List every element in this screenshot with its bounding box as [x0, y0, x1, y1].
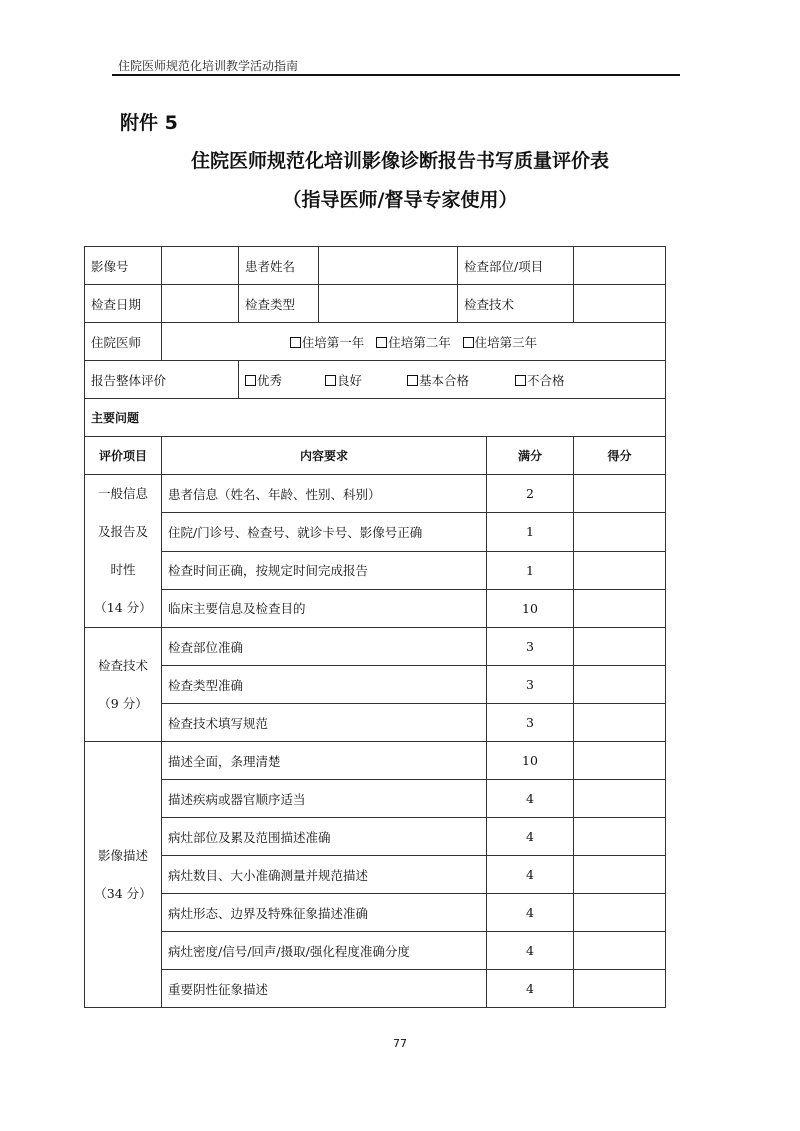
score-input[interactable]: [574, 894, 666, 932]
exam-tech-label: 检查技术: [458, 285, 574, 323]
table-row: [85, 589, 666, 627]
group-image-description: 影像描述 （34 分）: [85, 742, 162, 1008]
full-score-cell: 1: [487, 513, 574, 551]
table-row: [85, 475, 666, 513]
table-row: [85, 551, 666, 589]
table-row: [85, 780, 666, 818]
content-cell: 检查时间正确，按规定时间完成报告: [162, 551, 487, 589]
main-problems-row: [85, 399, 666, 437]
checkbox-icon[interactable]: [463, 337, 474, 348]
patient-name-value[interactable]: [319, 247, 458, 285]
content-cell: 检查类型准确: [162, 666, 487, 704]
score-input[interactable]: [574, 742, 666, 780]
full-score-cell: 4: [487, 970, 574, 1008]
content-cell: 检查技术填写规范: [162, 704, 487, 742]
full-score-cell: 4: [487, 818, 574, 856]
score-input[interactable]: [574, 551, 666, 589]
content-cell: 病灶密度/信号/回声/摄取/强化程度准确分度: [162, 932, 487, 970]
content-cell: 重要阴性征象描述: [162, 970, 487, 1008]
content-cell: 病灶部位及累及范围描述准确: [162, 818, 487, 856]
checkbox-icon[interactable]: [245, 375, 256, 386]
score-input[interactable]: [574, 818, 666, 856]
overall-row: [85, 361, 666, 399]
full-score-cell: 10: [487, 589, 574, 627]
score-input[interactable]: [574, 628, 666, 666]
score-input[interactable]: [574, 780, 666, 818]
content-cell: 病灶形态、边界及特殊征象描述准确: [162, 894, 487, 932]
group-exam-technique: 检查技术 （9 分）: [85, 628, 162, 742]
resident-option-2[interactable]: 住培第二年: [376, 333, 451, 351]
document-title: 住院医师规范化培训影像诊断报告书写质量评价表: [190, 150, 609, 172]
table-row: [85, 932, 666, 970]
table-row: [85, 628, 666, 666]
resident-row: [85, 323, 666, 361]
exam-type-label: 检查类型: [239, 285, 319, 323]
table-row: [85, 666, 666, 704]
table-row: [85, 970, 666, 1008]
checkbox-icon[interactable]: [290, 337, 301, 348]
content-cell: 描述疾病或器官顺序适当: [162, 780, 487, 818]
exam-site-label: 检查部位/项目: [458, 247, 574, 285]
full-score-cell: 3: [487, 628, 574, 666]
overall-options: [239, 361, 666, 399]
content-cell: 住院/门诊号、检查号、就诊卡号、影像号正确: [162, 513, 487, 551]
full-score-cell: 4: [487, 780, 574, 818]
score-input[interactable]: [574, 970, 666, 1008]
full-score-cell: 4: [487, 856, 574, 894]
table-row: [85, 894, 666, 932]
content-cell: 患者信息（姓名、年龄、性别、科别）: [162, 475, 487, 513]
table-row: [85, 856, 666, 894]
overall-option-excellent[interactable]: 优秀: [245, 371, 321, 389]
document-subtitle: （指导医师/督导专家使用）: [282, 189, 518, 211]
score-input[interactable]: [574, 704, 666, 742]
full-score-cell: 4: [487, 932, 574, 970]
exam-date-value[interactable]: [162, 285, 239, 323]
table-row: [85, 742, 666, 780]
annex-label: 附件 5: [120, 112, 178, 134]
evaluation-table: [84, 246, 666, 1008]
resident-option-1[interactable]: 住培第一年: [290, 333, 365, 351]
image-no-label: 影像号: [85, 247, 162, 285]
patient-name-label: 患者姓名: [239, 247, 319, 285]
col-item-header: 评价项目: [85, 437, 162, 475]
full-score-cell: 4: [487, 894, 574, 932]
overall-option-pass[interactable]: 基本合格: [407, 371, 511, 389]
resident-options: [162, 323, 666, 361]
header-rule: [112, 74, 680, 76]
image-no-value[interactable]: [162, 247, 239, 285]
content-cell: 临床主要信息及检查目的: [162, 589, 487, 627]
score-input[interactable]: [574, 589, 666, 627]
col-score-header: 得分: [574, 437, 666, 475]
running-header: 住院医师规范化培训教学活动指南: [118, 59, 299, 73]
info-row-2: [85, 285, 666, 323]
content-cell: 检查部位准确: [162, 628, 487, 666]
content-cell: 描述全面，条理清楚: [162, 742, 487, 780]
info-row-1: [85, 247, 666, 285]
exam-type-value[interactable]: [319, 285, 458, 323]
score-input[interactable]: [574, 475, 666, 513]
table-row: [85, 818, 666, 856]
checkbox-icon[interactable]: [376, 337, 387, 348]
exam-tech-value[interactable]: [574, 285, 666, 323]
score-input[interactable]: [574, 513, 666, 551]
col-full-header: 满分: [487, 437, 574, 475]
col-content-header: 内容要求: [162, 437, 487, 475]
page-number: 77: [393, 1037, 407, 1050]
score-input[interactable]: [574, 856, 666, 894]
overall-option-fail[interactable]: 不合格: [515, 371, 565, 389]
full-score-cell: 3: [487, 704, 574, 742]
checkbox-icon[interactable]: [407, 375, 418, 386]
table-row: [85, 513, 666, 551]
score-input[interactable]: [574, 666, 666, 704]
column-header-row: [85, 437, 666, 475]
checkbox-icon[interactable]: [515, 375, 526, 386]
full-score-cell: 2: [487, 475, 574, 513]
resident-label: 住院医师: [85, 323, 162, 361]
exam-date-label: 检查日期: [85, 285, 162, 323]
full-score-cell: 10: [487, 742, 574, 780]
main-problems-label: 主要问题: [85, 399, 666, 437]
overall-label: 报告整体评价: [85, 361, 239, 399]
resident-option-3[interactable]: 住培第三年: [463, 333, 538, 351]
content-cell: 病灶数目、大小准确测量并规范描述: [162, 856, 487, 894]
full-score-cell: 1: [487, 551, 574, 589]
full-score-cell: 3: [487, 666, 574, 704]
table-row: [85, 704, 666, 742]
overall-option-good[interactable]: 良好: [325, 371, 403, 389]
exam-site-value[interactable]: [574, 247, 666, 285]
group-general-info: 一般信息 及报告及 时性 （14 分）: [85, 475, 162, 628]
checkbox-icon[interactable]: [325, 375, 336, 386]
score-input[interactable]: [574, 932, 666, 970]
